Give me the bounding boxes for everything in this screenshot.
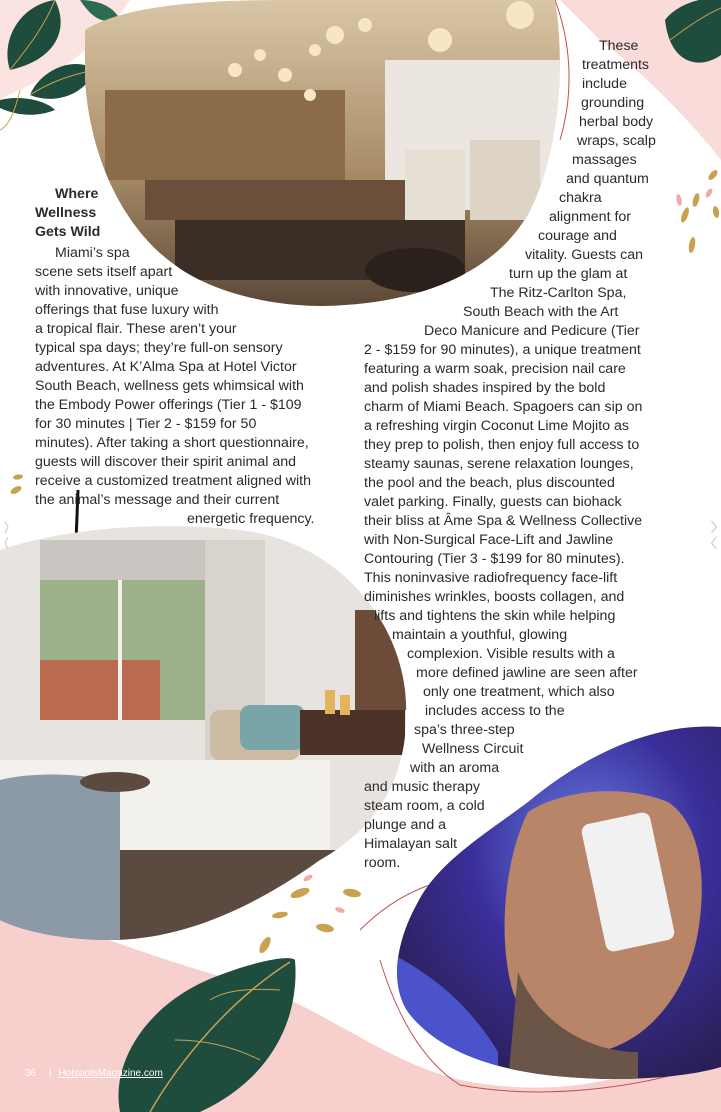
text-line: courage and xyxy=(538,228,617,244)
text-line: include xyxy=(582,76,627,92)
text-line: grounding xyxy=(581,95,645,111)
text-line: treatments xyxy=(582,57,650,73)
article-heading xyxy=(35,185,135,242)
text-line: and music therapy xyxy=(364,779,480,795)
text-line: steam room, a cold xyxy=(364,798,485,814)
text-line: adventures. At K’Alma Spa at Hotel Victor xyxy=(35,359,297,375)
footer-separator: | xyxy=(48,1068,52,1079)
page-footer xyxy=(25,1068,163,1079)
text-line: South Beach, wellness gets whimsical with xyxy=(35,378,304,394)
text-line: wraps, scalp xyxy=(577,133,656,149)
text-line: 2 - $159 for 90 minutes), a unique treatment xyxy=(364,342,641,358)
text-line: energetic frequency. xyxy=(187,511,315,527)
text-line: more defined jawline are seen after xyxy=(416,665,638,681)
text-line: with an aroma xyxy=(410,760,500,776)
text-line: Himalayan salt xyxy=(364,836,458,852)
text-line: charm of Miami Beach. Spagoers can sip on xyxy=(364,399,643,415)
petal-decoration-right xyxy=(679,168,720,253)
text-line: the pool and the beach, plus discounted xyxy=(364,475,615,491)
left-column-text xyxy=(35,244,345,529)
text-line: This noninvasive radiofrequency face-lift xyxy=(364,570,618,586)
text-line: the animal’s message and their current xyxy=(35,492,280,508)
text-line: their bliss at Âme Spa & Wellness Collective xyxy=(364,513,643,529)
text-line: offerings that fuse luxury with xyxy=(35,302,219,318)
text-line: South Beach with the Art xyxy=(463,304,619,320)
heading-line: Wellness xyxy=(35,205,97,221)
heading-line: Gets Wild xyxy=(35,224,101,240)
text-line: lifts and tightens the skin while helping xyxy=(374,608,616,624)
text-line: a refreshing virgin Coconut Lime Mojito as xyxy=(364,418,629,434)
text-line: Contouring (Tier 3 - $199 for 80 minutes). xyxy=(364,551,625,567)
text-line: These xyxy=(599,38,639,54)
text-line: valet parking. Finally, guests can biohack xyxy=(364,494,622,510)
text-line: and polish shades inspired by the bold xyxy=(364,380,606,396)
text-line: with innovative, unique xyxy=(35,283,179,299)
site-link[interactable]: HotspotsMagazine.com xyxy=(58,1068,163,1079)
text-line: for 30 minutes | Tier 2 - $159 for 50 xyxy=(35,416,257,432)
text-line: massages xyxy=(572,152,637,168)
text-line: a tropical flair. These aren’t your xyxy=(35,321,237,337)
text-line: with Non-Surgical Face-Lift and Jawline xyxy=(364,532,614,548)
text-line: they prep to polish, then enjoy full access to xyxy=(364,437,640,453)
heading-line: Where xyxy=(55,186,99,202)
text-line: featuring a warm soak, precision nail care xyxy=(364,361,626,377)
text-line: plunge and a xyxy=(364,817,447,833)
text-line: spa’s three-step xyxy=(414,722,515,738)
text-line: only one treatment, which also xyxy=(423,684,615,700)
text-line: The Ritz-Carlton Spa, xyxy=(490,285,627,301)
text-line: turn up the glam at xyxy=(509,266,628,282)
text-line: Wellness Circuit xyxy=(422,741,524,757)
text-line: complexion. Visible results with a xyxy=(407,646,615,662)
text-line: alignment for xyxy=(549,209,632,225)
text-line: scene sets itself apart xyxy=(35,264,173,280)
next-page-arrow-icon[interactable] xyxy=(707,520,721,550)
previous-page-arrow-icon[interactable] xyxy=(0,520,14,550)
text-line: herbal body xyxy=(579,114,654,130)
text-line: minutes). After taking a short questionnaire, xyxy=(35,435,309,451)
petal-decoration-left xyxy=(9,474,23,496)
text-line: chakra xyxy=(559,190,602,206)
text-line: vitality. Guests can xyxy=(525,247,644,263)
text-line: receive a customized treatment aligned with xyxy=(35,473,312,489)
text-line: maintain a youthful, glowing xyxy=(392,627,568,643)
page-number: 36 xyxy=(25,1068,37,1079)
text-line: and quantum xyxy=(566,171,649,187)
text-line: typical spa days; they’re full-on sensory xyxy=(35,340,283,356)
text-line: Miami’s spa xyxy=(55,245,130,261)
text-line: steamy saunas, serene relaxation lounges, xyxy=(364,456,634,472)
text-line: the Embody Power offerings (Tier 1 - $109 xyxy=(35,397,302,413)
text-line: room. xyxy=(364,855,401,871)
text-line: diminishes wrinkles, boosts collagen, and xyxy=(364,589,625,605)
text-line: Deco Manicure and Pedicure (Tier xyxy=(424,323,640,339)
text-line: includes access to the xyxy=(425,703,565,719)
treatment-room-photo xyxy=(0,520,410,945)
text-line: guests will discover their spirit animal and xyxy=(35,454,297,470)
